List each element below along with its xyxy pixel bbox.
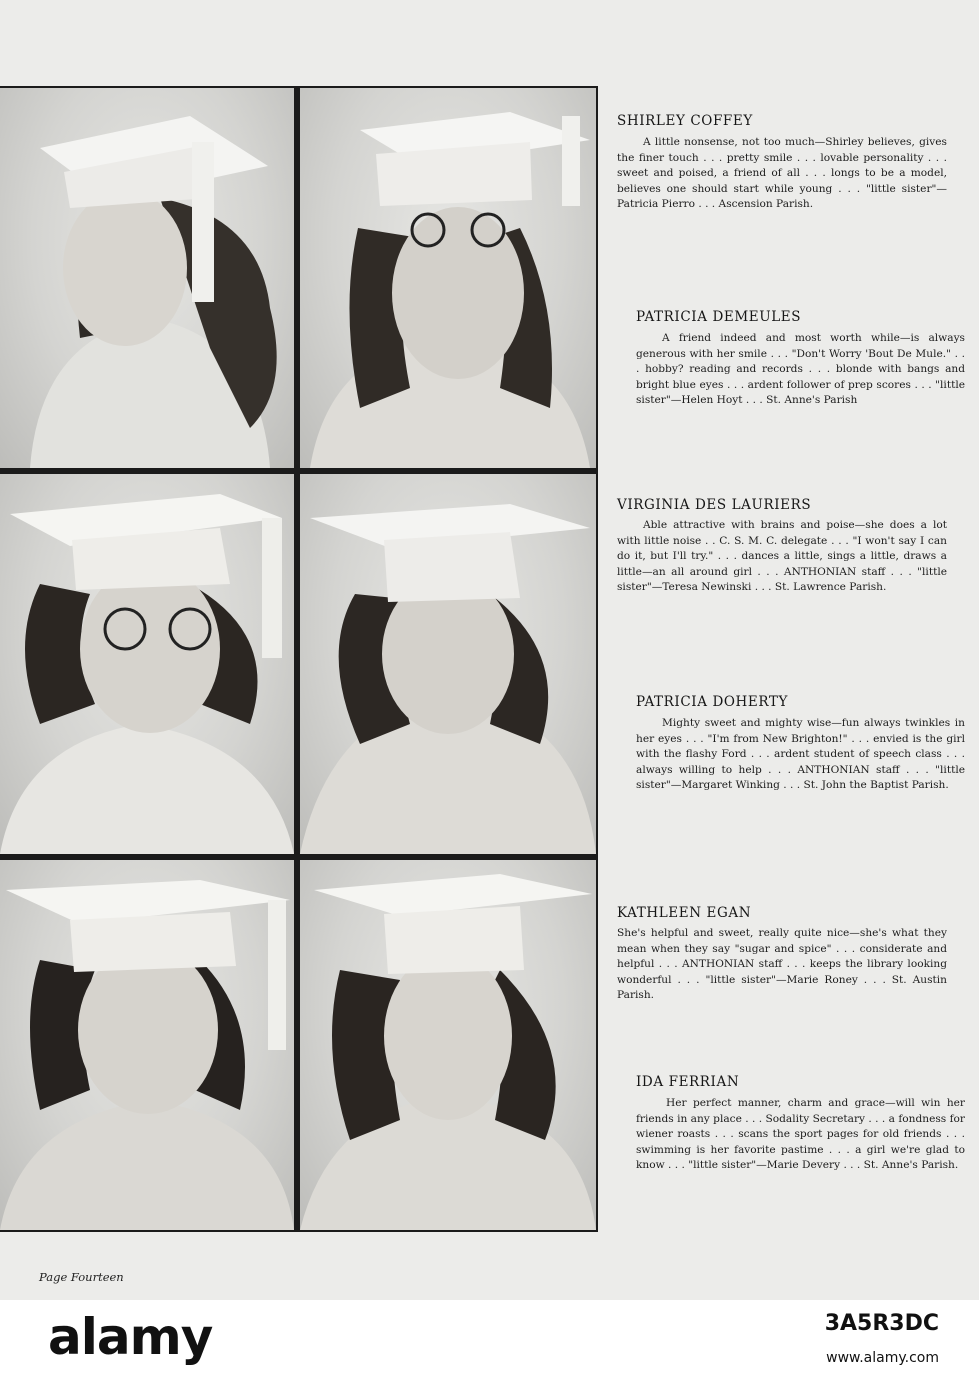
portrait-photo-virginia-des-lauriers [0,474,294,854]
stock-logo: alamy [48,1308,213,1366]
student-bio: Mighty sweet and mighty wise—fun always twinkles in her eyes . . . "I'm from New Brighton!" . . . envied is the girl with the flashy Ford . . . ardent student of speech class . . . always willing to help . . . ANTHONIAN staff . . . "little sister"—Margaret Winking . . . St. John the Baptist Parish. [636,717,965,792]
portrait-photo-shirley-coffey [0,88,294,468]
portrait-photo-patricia-demeules [300,88,596,468]
student-bio: A friend indeed and most worth while—is always generous with her smile . . . "Don't Worry 'Bout De Mule." . . . hobby? reading and records . . . blonde with bangs and bright blue eyes . . . ardent follower of prep scores . . . "little sister"—Helen Hoyt . . . St. Anne's Parish [636,332,965,407]
student-bio: Able attractive with brains and poise—she does a lot with little noise . . C. S. M. C. delegate . . . "I won't say I can do it, but I'll try." . . . dances a little, sings a little, draws a little—an all around girl . . . ANTHONIAN staff . . . "little sister"—Teresa Newinski . . . St. Lawrence Parish. [617,519,947,594]
stock-image-id: 3A5R3DC [824,1311,939,1336]
student-name: IDA FERRIAN [636,1074,740,1090]
student-bio: Her perfect manner, charm and grace—will win her friends in any place . . . Sodality Secretary . . . a fondness for wiener roasts . . . scans the sport pages for old friends . . . swimming is her favorite pastime . . . a girl we're glad to know . . . "little sister"—Marie Devery . . . St. Anne's Parish. [636,1097,965,1172]
student-bio: She's helpful and sweet, really quite nice—she's what they mean when they say "sugar and spice" . . . considerate and helpful . . . ANTHONIAN staff . . . keeps the library looking wonderful . . . "little sister"—Marie Roney . . . St. Austin Parish. [617,927,947,1002]
portrait-photo-patricia-doherty [300,474,596,854]
portrait-grid [0,86,598,1232]
student-name: VIRGINIA DES LAURIERS [617,497,812,513]
portrait-photo-ida-ferrian [300,860,596,1230]
portrait-photo-kathleen-egan [0,860,294,1230]
student-name: KATHLEEN EGAN [617,905,752,921]
student-name: SHIRLEY COFFEY [617,113,753,129]
student-name: PATRICIA DEMEULES [636,309,802,325]
stock-url: www.alamy.com [826,1350,939,1366]
page-number: Page Fourteen [39,1270,124,1284]
student-name: PATRICIA DOHERTY [636,694,789,710]
student-bio: A little nonsense, not too much—Shirley believes, gives the finer touch . . . pretty smile . . . lovable personality . . . sweet and poised, a friend of all . . . longs to be a model, believes one should start while young . . . "little sister"—Patricia Pierro . . . Ascension Parish. [617,136,947,211]
